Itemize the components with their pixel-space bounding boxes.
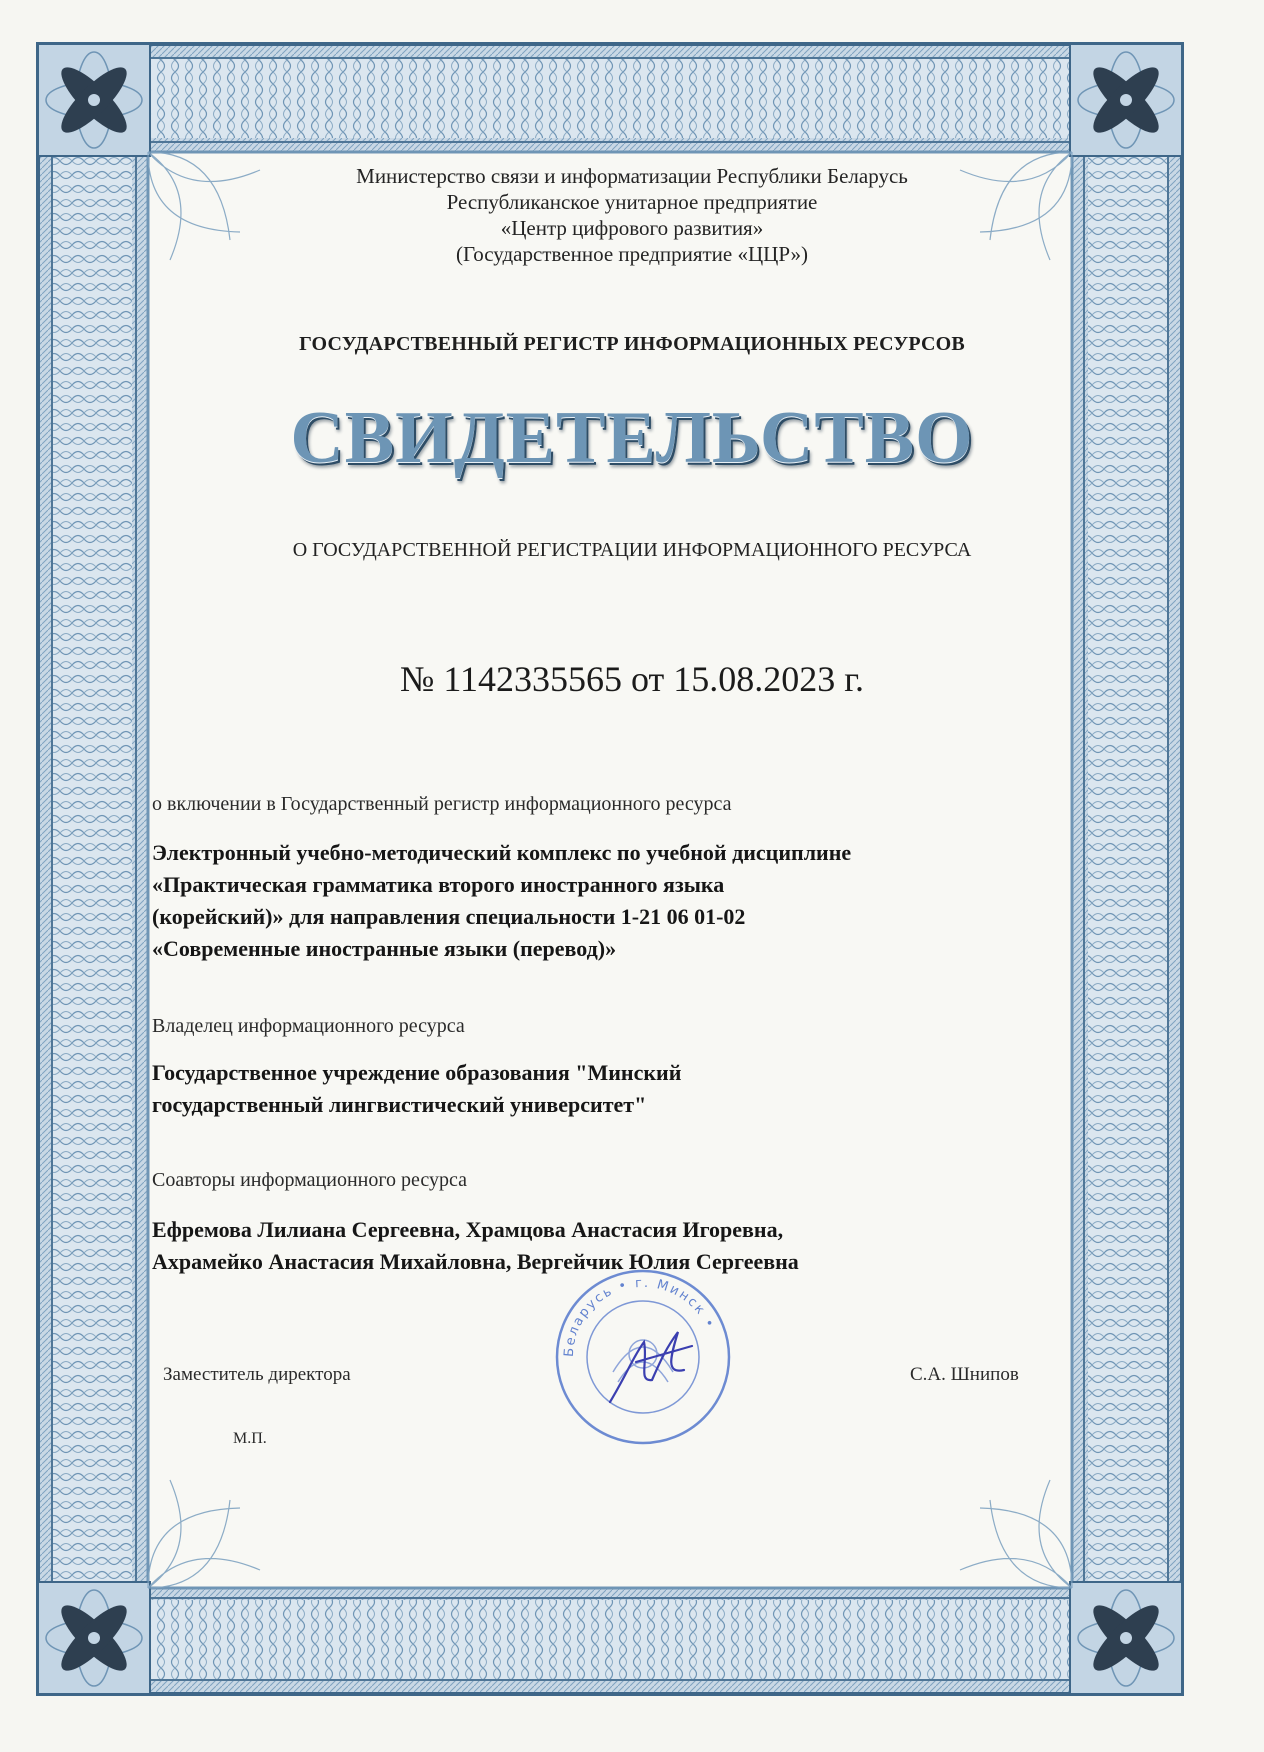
corner-ornament-top-left [38, 44, 150, 156]
corner-ornament-bottom-right [1070, 1582, 1182, 1694]
owner-line: Государственное учреждение образования "Минский [152, 1060, 682, 1085]
registry-title: ГОСУДАРСТВЕННЫЙ РЕГИСТР ИНФОРМАЦИОННЫХ РЕСУРСОВ [299, 333, 965, 355]
coauthors-line: Ахрамейко Анастасия Михайловна, Вергейчик Юлия Сергеевна [152, 1249, 799, 1274]
corner-ornament-top-right [1070, 44, 1182, 156]
owner-label: Владелец информационного ресурса [152, 1015, 465, 1037]
resource-title-line: «Современные иностранные языки (перевод)» [152, 936, 617, 961]
document-title: СВИДЕТЕЛЬСТВО [290, 397, 974, 479]
enterprise-short-name-line: (Государственное предприятие «ЦЦР») [455, 242, 809, 266]
resource-title-line: Электронный учебно-методический комплекс по учебной дисциплине [152, 840, 852, 865]
resource-title-line: (корейский)» для направления специальности 1-21 06 01-02 [152, 904, 746, 929]
corner-ornament-bottom-left [38, 1582, 150, 1694]
stamp-ring-text: Беларусь • г. Минск • [561, 1275, 718, 1358]
document-subtitle: О ГОСУДАРСТВЕННОЙ РЕГИСТРАЦИИ ИНФОРМАЦИОННОГО РЕСУРСА [292, 539, 972, 561]
enterprise-name-line: «Центр цифрового развития» [500, 216, 764, 240]
round-seal-stamp [548, 1262, 738, 1452]
coauthors-line: Ефремова Лилиана Сергеевна, Храмцова Анастасия Игоревна, [152, 1217, 784, 1242]
enterprise-type-line: Республиканское унитарное предприятие [446, 190, 818, 214]
inclusion-label: о включении в Государственный регистр информационного ресурса [152, 793, 732, 815]
certificate-number: № 1142335565 от 15.08.2023 г. [400, 659, 864, 699]
signatory-name: С.А. Шнипов [910, 1364, 1019, 1385]
signatory-position: Заместитель директора [163, 1364, 351, 1385]
coauthors-label: Соавторы информационного ресурса [152, 1169, 468, 1191]
owner-line: государственный лингвистический университет" [152, 1092, 647, 1117]
resource-title-line: «Практическая грамматика второго иностранного языка [152, 872, 725, 897]
ministry-line: Министерство связи и информатизации Республики Беларусь [356, 164, 908, 188]
seal-place-label: М.П. [233, 1430, 267, 1447]
